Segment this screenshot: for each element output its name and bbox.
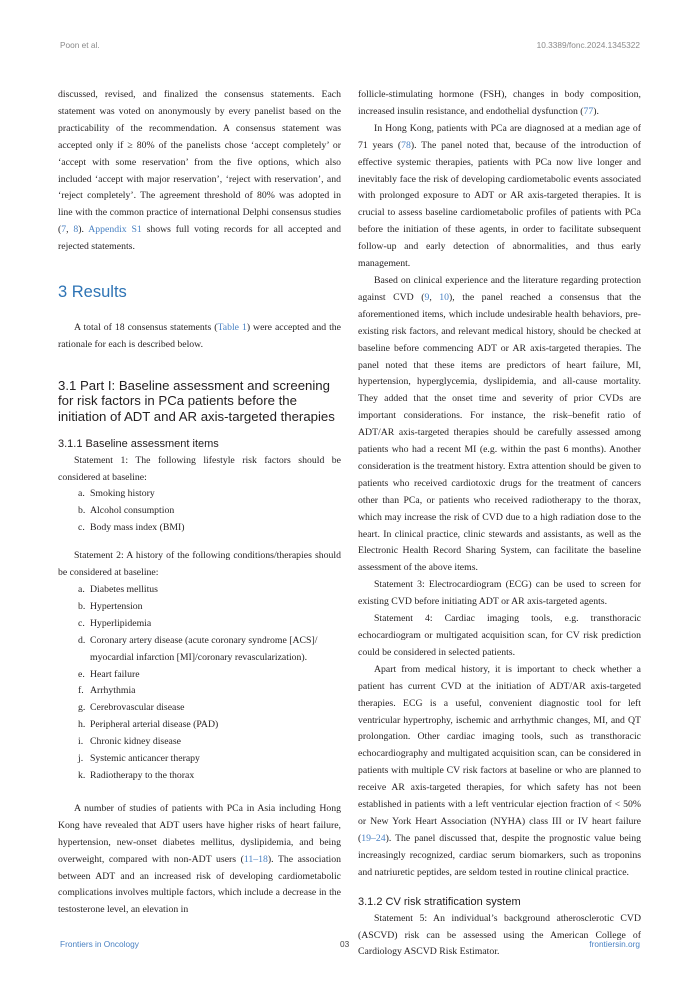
list-text: Radiotherapy to the thorax xyxy=(90,769,195,781)
text: follicle-stimulating hormone (FSH), changes in body composition, increased insulin resistance, and endothelial dysfunction ( xyxy=(358,89,641,117)
paragraph-hong-kong xyxy=(358,121,641,273)
list-marker: h. xyxy=(78,719,86,731)
citation-link[interactable]: 77 xyxy=(583,105,594,117)
citation-link[interactable]: 11–18 xyxy=(243,853,268,865)
list-item xyxy=(58,751,341,768)
list-marker: b. xyxy=(78,505,86,517)
list-item xyxy=(58,717,341,734)
list-text: Coronary artery disease (acute coronary syndrome [ACS]/ myocardial infarction [MI]/coronary revascularization). xyxy=(90,634,318,663)
left-column xyxy=(58,87,341,919)
list-marker: c. xyxy=(78,617,85,629)
subsubsection-heading-3-1-2: 3.1.2 CV risk stratification system xyxy=(358,895,521,908)
statement-3: Statement 3: Electrocardiogram (ECG) can be used to screen for existing CVD before initiating ADT or AR axis-targeted agents. xyxy=(358,579,641,608)
list-text: Systemic anticancer therapy xyxy=(90,753,200,765)
footer-site-link[interactable]: frontiersin.org xyxy=(589,939,640,949)
lifestyle-risk-list xyxy=(58,486,341,537)
citation-link[interactable]: 7 xyxy=(61,224,67,236)
text: Based on clinical experience and the literature regarding protection against CVD ( xyxy=(358,274,641,303)
history-conditions-list xyxy=(58,582,341,785)
list-item xyxy=(58,768,341,785)
list-item xyxy=(58,633,341,667)
text: ). The panel noted that, because of the introduction of effective systemic therapies, patients with PCa now live longer and inevitably face the risk of developing cardiometabolic events associated with prolonged exposure to ADT or AR axis-targeted therapies. It is crucial to assess baseline cardiometabolic profiles of patients with PCa before the initiation of these agents, in order to facilitate subsequent follow-up and early detection of abnormalities, and thus early management. xyxy=(358,139,641,270)
paragraph-results-intro xyxy=(58,320,341,354)
list-marker: b. xyxy=(78,600,86,612)
paragraph-voting xyxy=(58,87,341,256)
list-item xyxy=(58,616,341,633)
list-text: Peripheral arterial disease (PAD) xyxy=(90,719,219,731)
list-text: Arrhythmia xyxy=(90,685,136,697)
list-text: Hypertension xyxy=(90,600,143,612)
text: ). The panel discussed that, despite the prognostic value being increasingly recognized, cardiac serum biomarkers, such as troponins and natriuretic peptides, are seldom tested in routine clinical practice. xyxy=(358,832,641,878)
page-number: 03 xyxy=(340,939,350,949)
section-heading-results: 3 Results xyxy=(58,283,127,302)
subsubsection-heading-3-1-1: 3.1.1 Baseline assessment items xyxy=(58,437,219,450)
list-item xyxy=(58,486,341,503)
list-item xyxy=(58,520,341,537)
text: Apart from medical history, it is important to check whether a patient has current CVD at the initiation of ADT/AR axis-targeted therapies. ECG is a useful, convenient diagnostic tool for left ventricular hypertrophy, ischemic and arrhythmic changes, MI, and QT prolongation. Other cardiac imaging tools, such as transthoracic echocardiography and multigated acquisition scan, can be considered in patients with multiple CV risk factors at baseline or who are planned to receive AR axis-targeted therapies, for which safety has not been established in patients with a left ventricular ejection fraction of < 50% or New York Heart Association (NYHA) class III or IV heart failure ( xyxy=(358,663,641,844)
text: , xyxy=(66,224,74,236)
list-item xyxy=(58,683,341,700)
text: ). xyxy=(593,105,599,117)
list-text: Body mass index (BMI) xyxy=(90,522,185,534)
list-marker: c. xyxy=(78,522,85,534)
list-item xyxy=(58,734,341,751)
list-item xyxy=(58,700,341,717)
list-text: Chronic kidney disease xyxy=(90,736,181,748)
list-marker: a. xyxy=(78,584,85,595)
list-text: Hyperlipidemia xyxy=(90,617,152,629)
list-marker: j. xyxy=(78,753,84,765)
list-marker: g. xyxy=(78,702,86,714)
text: , xyxy=(429,291,440,303)
text: In Hong Kong, patients with PCa are diagnosed at a median age of 71 years ( xyxy=(358,122,641,151)
list-marker: i. xyxy=(78,736,84,748)
list-marker: a. xyxy=(78,488,85,500)
citation-link[interactable]: 8 xyxy=(73,224,79,236)
running-header-doi: 10.3389/fonc.2024.1345322 xyxy=(536,40,640,50)
table-link[interactable]: Table 1 xyxy=(217,322,247,334)
text: ), the panel reached a consensus that the aforementioned items, which include undesirable health behaviors, pre-existing risk factors, and relevant medical history, should be checked at baseline before commencing ADT or AR axis-targeted therapies. The panel noted that these items are predictors of heart failure, MI, hypertension, hyperglycemia, dyslipidemia, and all-cause mortality. They added that the onset time and severity of prior CVDs are important considerations. For instance, the risk–benefit ratio of ADT/AR axis-targeted therapies should be carefully assessed among patients who had a recent MI (e.g. within the past 6 months). Another consideration is the treatment history. Extra attention should be given to patients who received cardiotoxic drugs for the treatment of cancers other than PCa, or patients who received radiotherapy to the thorax, which may increase the risk of CVD due to a high radiation dose to the heart. In clinical practice, clinic stewards and assistants, as well as the Electronic Health Record Sharing System, can facilitate the baseline assessment of the above items. xyxy=(358,291,642,574)
footer-journal-link[interactable]: Frontiers in Oncology xyxy=(60,939,139,949)
list-text: Cerebrovascular disease xyxy=(90,702,185,714)
statement-4: Statement 4: Cardiac imaging tools, e.g. transthoracic echocardiogram or multigated acquisition scan, for CV risk prediction could be considered in selected patients. xyxy=(358,613,641,658)
text: A total of 18 consensus statements ( xyxy=(74,322,218,334)
list-marker: e. xyxy=(78,668,85,680)
paragraph-clinical-experience xyxy=(358,273,641,577)
text: ). The association between ADT and an increased risk of developing cardiometabolic complications involves multiple factors, which include a decrease in the testosterone level, an elevation in xyxy=(58,853,341,916)
right-column xyxy=(358,87,641,961)
list-marker: k. xyxy=(78,769,86,781)
list-marker: d. xyxy=(78,634,86,646)
running-header-authors: Poon et al. xyxy=(60,40,100,50)
list-item xyxy=(58,503,341,520)
statement-5: Statement 5: An individual’s background atherosclerotic CVD (ASCVD) risk can be assessed using the American College of Cardiology ASCVD Risk Estimator. xyxy=(358,912,641,958)
list-item xyxy=(58,582,341,599)
citation-link[interactable]: 9 xyxy=(424,291,430,303)
list-item xyxy=(58,667,341,684)
list-text: Heart failure xyxy=(90,668,140,680)
paragraph-ecg xyxy=(358,662,641,882)
citation-link[interactable]: 19–24 xyxy=(361,832,386,844)
list-text: Diabetes mellitus xyxy=(90,584,158,595)
statement-2: Statement 2: A history of the following conditions/therapies should be considered at baseline: xyxy=(58,550,341,579)
subsection-heading-3-1: 3.1 Part I: Baseline assessment and screening for risk factors in PCa patients before the initiation of ADT and AR axis-targeted therapies xyxy=(58,377,335,425)
text: discussed, revised, and finalized the consensus statements. Each statement was voted on anonymously by every panelist based on the practicability of the recommendation. A consensus statement was accepted only if ≥ 80% of the panelists chose ‘accept completely’ or ‘accept with some reservation’ from the five options, which also included ‘accept with major reservation’, ‘reject with reservation’, and ‘reject completely’. The agreement threshold of 80% was adopted in line with the common practice of international Delphi consensus studies ( xyxy=(58,89,341,236)
appendix-link[interactable]: Appendix S1 xyxy=(88,224,142,236)
paragraph-asia-studies xyxy=(58,801,341,919)
list-text: Smoking history xyxy=(90,488,155,500)
statement-1: Statement 1: The following lifestyle risk factors should be considered at baseline: xyxy=(58,454,341,483)
citation-link[interactable]: 10 xyxy=(439,291,450,303)
list-text: Alcohol consumption xyxy=(90,505,175,517)
text: ) were accepted and the rationale for each is described below. xyxy=(58,322,341,350)
text: A number of studies of patients with PCa in Asia including Hong Kong have revealed that ADT users have higher risks of heart failure, hypertension, new-onset diabetes mellitus, dyslipidemia, and being overweight, compared with non-ADT users ( xyxy=(58,802,341,865)
list-item xyxy=(58,599,341,616)
text: shows full voting records for all accepted and rejected statements. xyxy=(58,224,342,253)
paragraph-fsh xyxy=(358,87,641,121)
text: ). xyxy=(78,224,89,236)
citation-link[interactable]: 78 xyxy=(401,139,411,151)
list-marker: f. xyxy=(78,685,84,697)
